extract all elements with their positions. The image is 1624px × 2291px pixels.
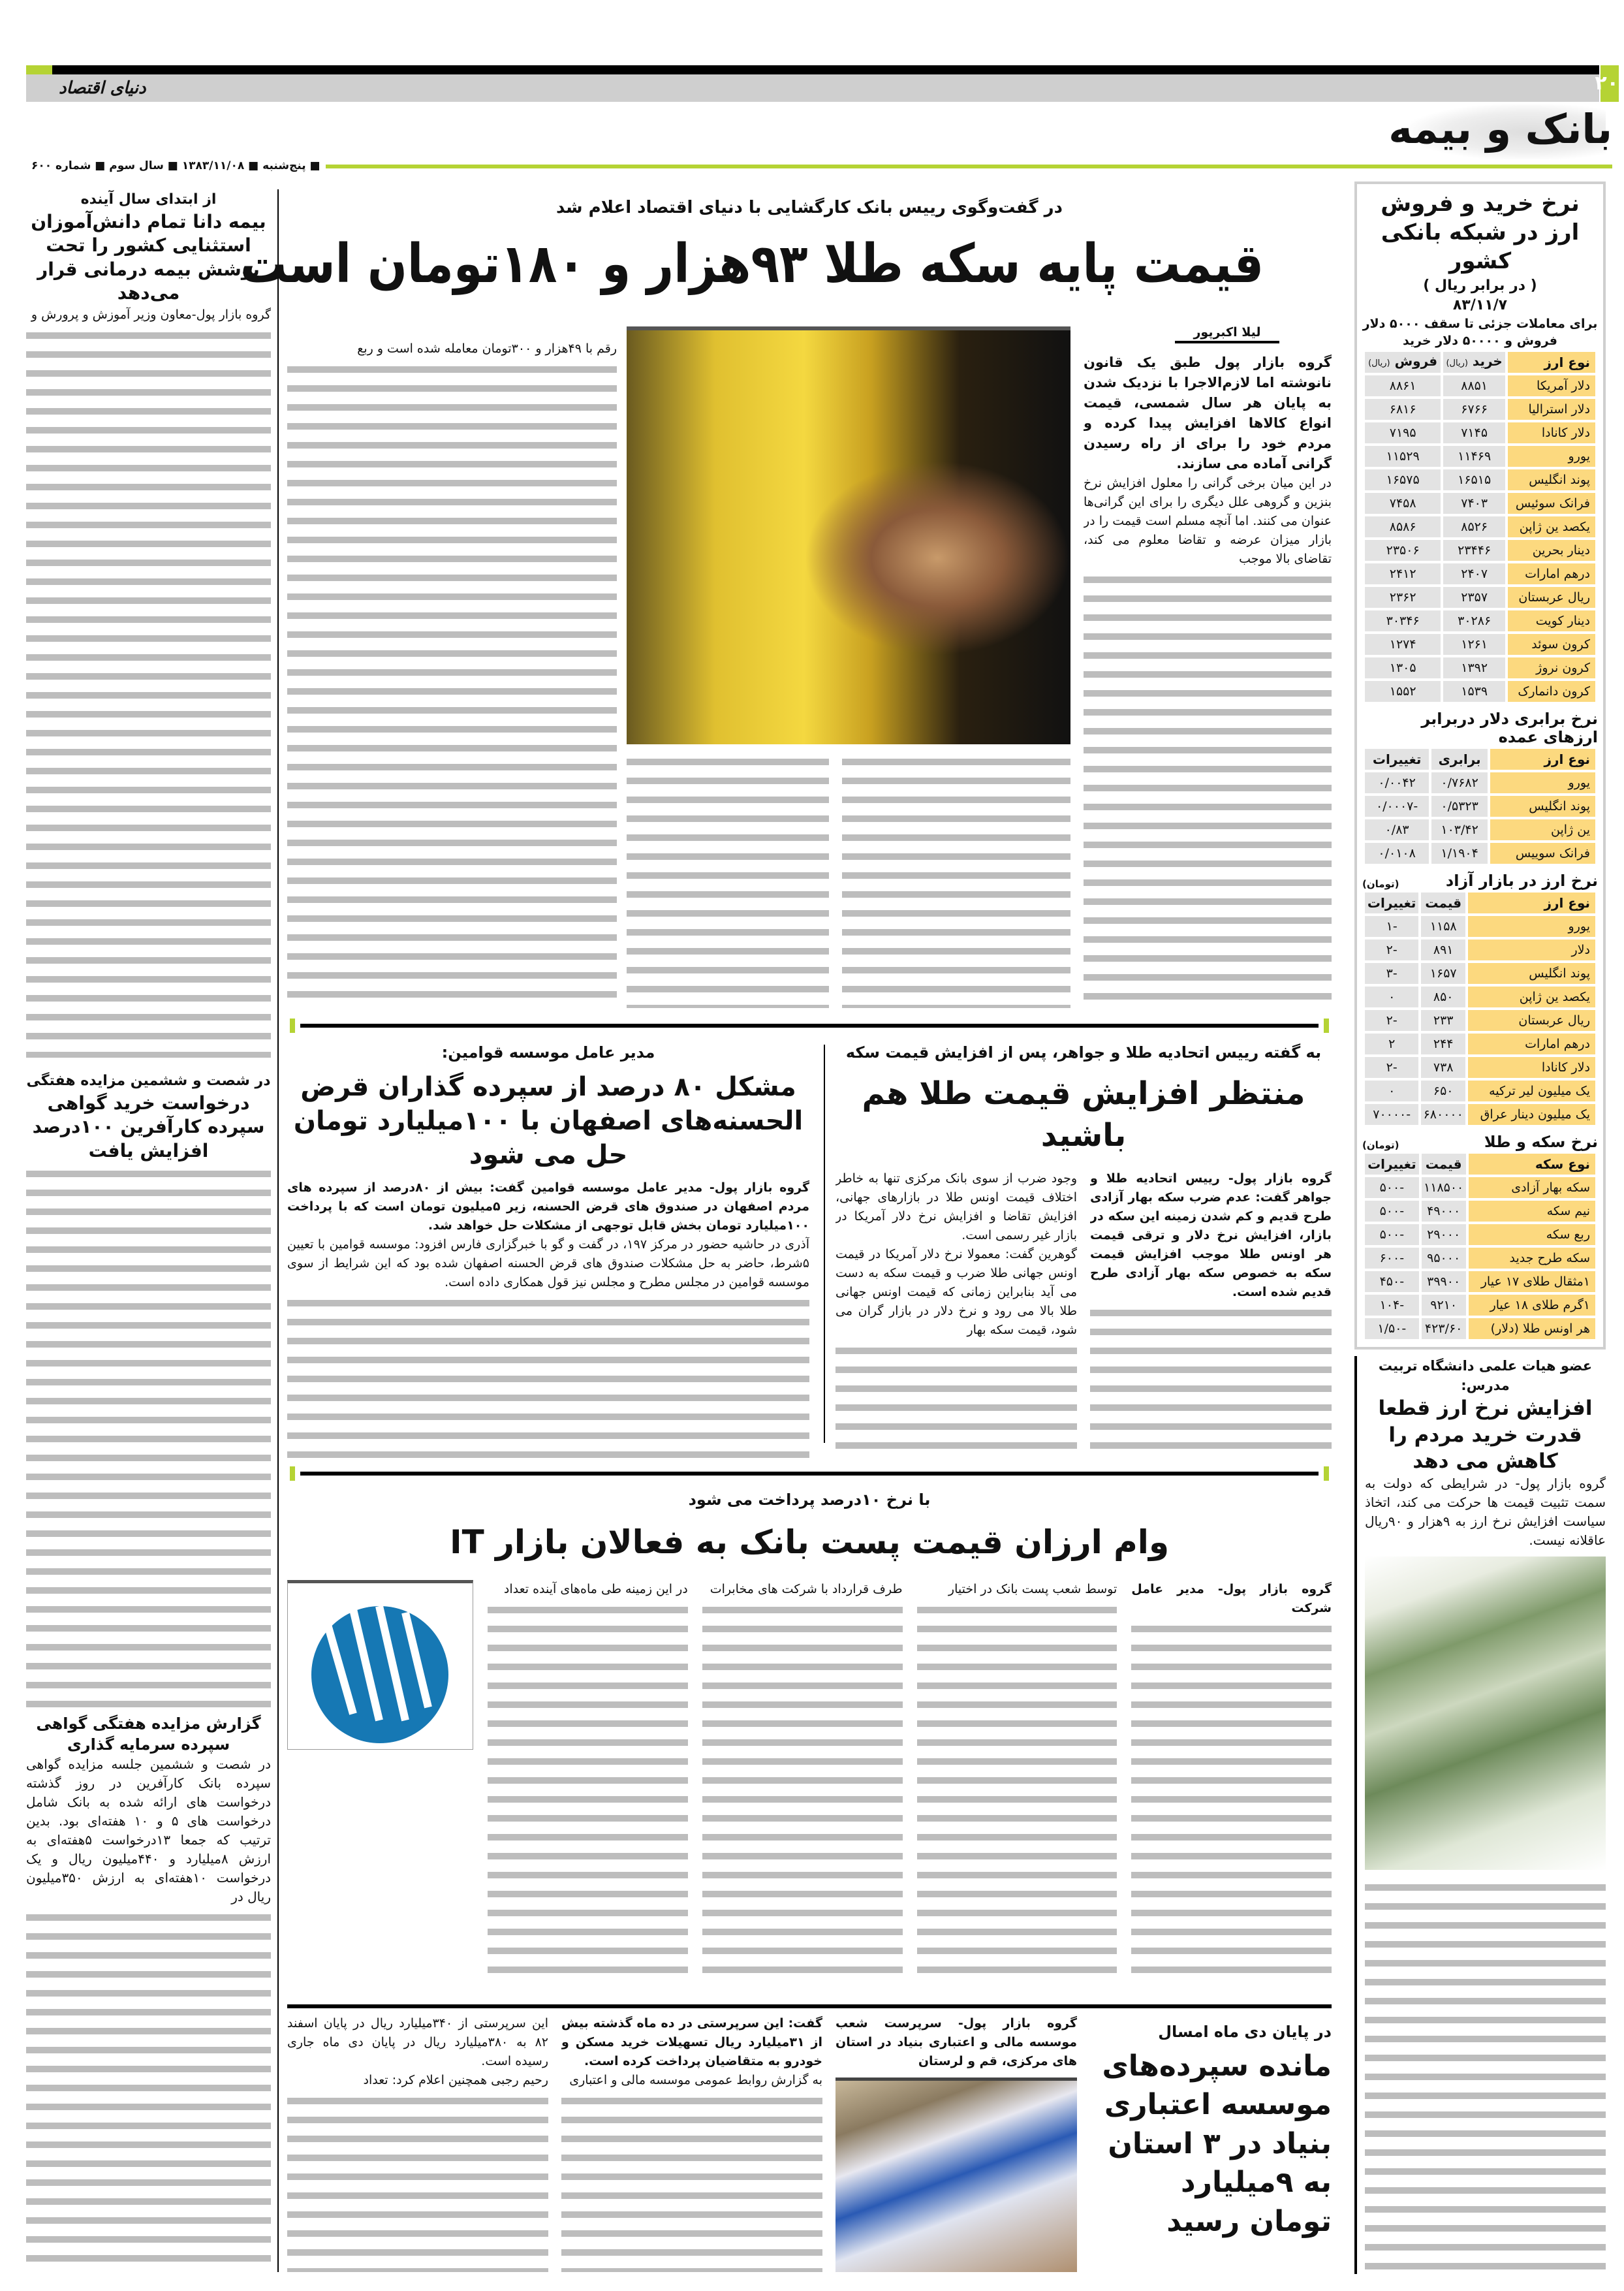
- row-value: ۲۴۱۲: [1365, 563, 1441, 584]
- article-kicker: از ابتدای سال آینده: [80, 191, 217, 208]
- row-label: کرون نروژ: [1508, 657, 1595, 678]
- table-row: [1365, 446, 1595, 467]
- row-label: پوند انگلیس: [1508, 469, 1595, 490]
- article-body-text: [1084, 571, 1332, 1005]
- article-body-text: [702, 1602, 903, 1985]
- row-value: ۲۴۰۷: [1443, 563, 1505, 584]
- row-label: دینار کویت: [1508, 610, 1595, 631]
- row-label: ریال عربستان: [1468, 1010, 1595, 1031]
- section-rule: [300, 1472, 1319, 1476]
- article-lead: گروه بازار پول- مدیر عامل موسسه قوامین گفت: بیش از ۸۰درصد از سپرده های مردم اصفهان در صندوق های قرض الحسنه، زیر ۵میلیون تومان است که با پرداخت ۱۰۰میلیارد تومان بخش قابل توجهی از مشکلات حل خواهد شد.: [287, 1180, 809, 1233]
- row-value: -۲: [1365, 1057, 1418, 1078]
- article-body-text: [1365, 1879, 1606, 2274]
- article-body: گروه بازار پول- مدیر عامل شرکت: [1131, 1582, 1332, 1615]
- row-value: ۶۸۰۰۰۰: [1421, 1104, 1465, 1125]
- article-headline: وام ارزان قیمت پست بانک به فعالان بازار IT: [449, 1523, 1170, 1561]
- table-row: [1365, 940, 1595, 960]
- col-header: نوع ارز: [1490, 749, 1595, 770]
- article-insurance: [26, 189, 271, 1058]
- article-body: وجود ضرب از سوی بانک مرکزی تنها به خاطر اختلاف قیمت اونس طلا در بازارهای جهانی، افزایش تقاضا و افزایش نرخ دلار آمریکا در بازار غیر رسمی است.: [835, 1171, 1077, 1242]
- table-row: [1365, 1318, 1595, 1339]
- rates-table: [1362, 349, 1598, 704]
- col-header: خرید (ریال): [1443, 352, 1505, 373]
- article-gold: [835, 1041, 1332, 1459]
- row-value: ۴۲۳/۶۰: [1422, 1318, 1466, 1339]
- article-lead: گروه بازار پول- رییس اتحادیه طلا و جواهر گفت: عدم ضرب سکه بهار آزادی طرح قدیم و کم شدن زمینه این سکه در بازار، افزایش نرخ دلار و ترقی قیمت هر اونس طلا موجب افزایش قیمت سکه به خصوص سکه بهار آزادی طرح قدیم شده است.: [1090, 1171, 1332, 1299]
- column-divider: [824, 1045, 825, 1443]
- row-value: -۷۰۰۰۰: [1365, 1104, 1418, 1125]
- article-body-text: [26, 1909, 271, 2272]
- article-body: در این زمینه طی ماه‌های آینده تعداد: [503, 1582, 688, 1596]
- row-value: ۸۸۶۱: [1365, 375, 1441, 396]
- article-body: آذری در حاشیه حضور در مرکز ۱۹۷، در گفت و گو با خبرگزاری فارس افزود: موسسه قوامین با تعیین ۵شرط، حاضر به حل مشکلات صندوق های قرض الحسنه اصفهان شده بود که این شرایط از سوی موسسه قوامین در مجلس مطرح و مجلس نیز قول همکاری داده است.: [287, 1237, 809, 1289]
- row-label: کرون سوئد: [1508, 634, 1595, 655]
- row-label: دلار: [1468, 940, 1595, 960]
- row-value: ۶۵۰: [1421, 1081, 1465, 1101]
- article-kicker: با نرخ ۱۰درصد پرداخت می شود: [688, 1491, 931, 1509]
- row-value: ۱۰۳/۴۲: [1431, 819, 1488, 840]
- row-label: ۱مثقال طلای ۱۷ عیار: [1469, 1271, 1595, 1292]
- table-row: [1365, 1224, 1595, 1245]
- row-value: ۳۹۹۰۰: [1422, 1271, 1466, 1292]
- article-headline: مشکل ۸۰ درصد از سپرده گذاران قرض الحسنه‌های اصفهان با ۱۰۰میلیارد تومان حل می شود: [293, 1072, 804, 1170]
- row-value: -۱۰۴: [1365, 1295, 1419, 1316]
- article-body-text: [287, 2093, 548, 2272]
- row-label: دینار بحرین: [1508, 540, 1595, 561]
- table-row: [1365, 1034, 1595, 1054]
- col-header: قیمت: [1421, 893, 1465, 913]
- row-value: ۱۱۴۶۹: [1443, 446, 1505, 467]
- article-kicker: در پایان دی ماه امسال: [1158, 2023, 1332, 2041]
- article-headline: مانده سپرده‌های موسسه اعتباری بنیاد در ۳ استان به ۹میلیارد تومان رسید: [1102, 2049, 1332, 2238]
- row-value: ۷۱۹۵: [1365, 422, 1441, 443]
- row-label: سکه بهار آزادی: [1469, 1177, 1595, 1198]
- row-value: ۱۱۵۸: [1421, 916, 1465, 937]
- article-body: توسط شعب پست بانک در اختیار: [948, 1582, 1117, 1596]
- free-market-title: نرخ ارز در بازار آزاد (تومان): [1362, 872, 1598, 891]
- table-row: [1365, 516, 1595, 537]
- header-band: [26, 74, 1599, 102]
- top-bar: [26, 65, 1599, 74]
- row-label: نیم سکه: [1469, 1201, 1595, 1222]
- article-body: طرف قرارداد با شرکت های مخابرات: [710, 1582, 903, 1596]
- row-value: ۱۶۵۷: [1421, 963, 1465, 984]
- row-value: ۹۲۱۰: [1422, 1295, 1466, 1316]
- row-value: ۹۵۰۰۰: [1422, 1248, 1466, 1269]
- row-value: -۰/۰۰۰۷: [1365, 796, 1429, 817]
- row-label: سکه طرح جدید: [1469, 1248, 1595, 1269]
- col-header: تغییرات: [1365, 749, 1429, 770]
- table-row: [1365, 610, 1595, 631]
- row-value: ۳۰۲۸۶: [1443, 610, 1505, 631]
- article-lead: گروه بازار پول- در شرایطی که دولت به سمت تثبیت قیمت ها حرکت می کند، اتخاذ سیاست افزایش نرخ ارز به ۹هزار و ۹۰ریال عاقلانه نیست.: [1365, 1476, 1606, 1549]
- table-row: [1365, 1271, 1595, 1292]
- table-row: [1365, 772, 1595, 793]
- article-body-text: [488, 1602, 688, 1985]
- table-row: [1365, 375, 1595, 396]
- article-body: به گزارش روابط عمومی موسسه مالی و اعتباری: [569, 2073, 822, 2087]
- parity-table: [1362, 746, 1598, 866]
- table-row: [1365, 469, 1595, 490]
- row-label: درهم امارات: [1468, 1034, 1595, 1054]
- dateline: ■ پنج‌شنبه ■ ۱۳۸۳/۱۱/۰۸ ■ سال سوم ■ شماره ۶۰۰: [26, 157, 326, 175]
- main-article-col1: [1084, 353, 1332, 1005]
- article-kicker: عضو هیات علمی دانشگاه تربیت مدرس:: [1378, 1358, 1593, 1394]
- col-header: برابری: [1431, 749, 1488, 770]
- row-value: ۳۰۳۴۶: [1365, 610, 1441, 631]
- bank-sign-photo: [835, 2078, 1077, 2272]
- parity-title: نرخ برابری دلار دربرابر ارزهای عمده: [1421, 710, 1598, 747]
- gold-shop-photo: [627, 326, 1070, 744]
- row-label: یک میلیون دینار عراق: [1468, 1104, 1595, 1125]
- article-body-text: [842, 753, 1070, 1008]
- col-header: نوع ارز: [1508, 352, 1595, 373]
- row-value: ۲۹۰۰۰: [1422, 1224, 1466, 1245]
- article-body: در این میان برخی گرانی را معلول افزایش نرخ بنزین و گروهی علل دیگری را برای این گرانی‌ها عنوان می کنند. اما آنچه مسلم است قیمت را در بازار میزان عرضه و تقاضا معلوم می کند، تقاضای بالا موجب: [1084, 476, 1332, 566]
- row-value: ۲۳۳: [1421, 1010, 1465, 1031]
- row-label: ین ژاپن: [1490, 819, 1595, 840]
- col-header: نوع سکه: [1469, 1154, 1595, 1175]
- row-value: -۵۰۰: [1365, 1177, 1419, 1198]
- table-row: [1365, 681, 1595, 702]
- row-value: ۲۳۵۷: [1443, 587, 1505, 608]
- article-currency: [1354, 1356, 1606, 2274]
- row-value: -۱: [1365, 916, 1418, 937]
- row-label: دلار کانادا: [1508, 422, 1595, 443]
- table-row: [1365, 1104, 1595, 1125]
- article-kicker: به گفته رییس اتحادیه طلا و جواهر، پس از افزایش قیمت سکه: [845, 1043, 1322, 1062]
- table-row: [1365, 493, 1595, 514]
- it-article-columns: [287, 1580, 1332, 1985]
- row-value: ۱۱۵۲۹: [1365, 446, 1441, 467]
- row-value: ۰: [1365, 987, 1418, 1007]
- table-row: [1365, 1295, 1595, 1316]
- row-value: -۲: [1365, 940, 1418, 960]
- bonyad-col2: [561, 2014, 822, 2272]
- row-value: ۱۳۹۲: [1443, 657, 1505, 678]
- row-value: ۸۹۱: [1421, 940, 1465, 960]
- row-value: ۱۵۵۲: [1365, 681, 1441, 702]
- article-body-text: [1131, 1620, 1332, 1985]
- row-value: ۰/۰۰۴۲: [1365, 772, 1429, 793]
- row-label: دلار استرالیا: [1508, 399, 1595, 420]
- rates-box: [1354, 182, 1606, 1350]
- article-body: این سرپرستی از ۳۴۰میلیارد ریال در پایان اسفند ۸۲ به ۳۸۰میلیارد ریال در پایان دی ماه جاری رسیده است.: [287, 2016, 548, 2068]
- row-value: -۶۰۰: [1365, 1248, 1419, 1269]
- row-label: هر اونس طلا (دلار): [1469, 1318, 1595, 1339]
- row-value: ۰/۰۱۰۸: [1365, 843, 1429, 864]
- gold-table: [1362, 1151, 1598, 1342]
- col-header: نوع ارز: [1468, 893, 1595, 913]
- row-label: یورو: [1508, 446, 1595, 467]
- banknotes-photo: [1365, 1556, 1606, 1870]
- article-subhead: گزارش مزایده هفتگی گواهی سپرده سرمایه گذاری: [36, 1714, 261, 1754]
- section-rule: [300, 1024, 1319, 1028]
- article-body: رقم با ۴۹هزار و ۳۰۰تومان معامله شده است و ربع: [357, 341, 617, 356]
- article-lead: گروه بازار پول-معاون وزیر آموزش و پرورش و: [31, 307, 271, 322]
- row-value: ۰/۷۶۸۲: [1431, 772, 1488, 793]
- row-value: ۲۳۶۲: [1365, 587, 1441, 608]
- row-value: ۰/۸۳: [1365, 819, 1429, 840]
- row-value: ۲۳۵۰۶: [1365, 540, 1441, 561]
- main-article-col3: [287, 340, 617, 1005]
- article-body: رحیم رجبی همچنین اعلام کرد: تعداد: [363, 2073, 548, 2087]
- row-label: کرون دانمارک: [1508, 681, 1595, 702]
- row-value: ۷۴۵۸: [1365, 493, 1441, 514]
- row-value: ۶۷۶۶: [1443, 399, 1505, 420]
- bonyad-col1: [835, 2014, 1077, 2272]
- row-value: -۵۰۰: [1365, 1224, 1419, 1245]
- row-value: ۸۵۸۶: [1365, 516, 1441, 537]
- bonyad-col3: [287, 2014, 548, 2272]
- article-headline: افزایش نرخ ارز قطعا قدرت خرید مردم را کاهش می دهد: [1378, 1397, 1593, 1474]
- row-label: پوند انگلیس: [1490, 796, 1595, 817]
- article-kicker: در شصت و ششمین مزایده هفتگی: [26, 1073, 271, 1089]
- page-number: ۲۰: [1601, 65, 1619, 102]
- main-headline: قیمت پایه سکه طلا ۹۳هزار و ۱۸۰تومان است: [240, 233, 1264, 295]
- row-label: پوند انگلیس: [1468, 963, 1595, 984]
- table-row: [1365, 563, 1595, 584]
- table-row: [1365, 587, 1595, 608]
- table-row: [1365, 843, 1595, 864]
- table-row: [1365, 1010, 1595, 1031]
- col-header: تغییرات: [1365, 893, 1418, 913]
- article-body-text: [627, 753, 829, 1008]
- article-body-text: [561, 2093, 822, 2272]
- right-column: [1354, 182, 1606, 2274]
- rates-date: ۸۳/۱۱/۷: [1452, 297, 1508, 314]
- row-label: فرانک سوئیس: [1508, 493, 1595, 514]
- row-value: ۰/۵۳۲۳: [1431, 796, 1488, 817]
- row-value: ۲۴۴: [1421, 1034, 1465, 1054]
- row-value: -۱/۵۰: [1365, 1318, 1419, 1339]
- table-row: [1365, 634, 1595, 655]
- table-row: [1365, 540, 1595, 561]
- article-lead: گروه بازار پول طبق یک قانون نانوشته اما لازم‌الاجرا با نزدیک شدن به پایان هر سال شمسی، قیمت انواع کالاها افزایش پیدا کرده و مردم خود را برای از راه رسیدن گرانی آماده می سازند.: [1084, 355, 1332, 471]
- row-value: ۱۶۵۷۵: [1365, 469, 1441, 490]
- table-row: [1365, 399, 1595, 420]
- article-headline: درخواست خرید گواهی سپرده کارآفرین ۱۰۰درصد افزایش یافت: [32, 1092, 265, 1161]
- table-row: [1365, 1057, 1595, 1078]
- row-value: ۷۱۴۵: [1443, 422, 1505, 443]
- col-header: فروش (ریال): [1365, 352, 1441, 373]
- table-row: [1365, 987, 1595, 1007]
- article-body: گوهرین گفت: معمولا نرخ دلار آمریکا در قیمت اونس جهانی طلا ضرب و قیمت سکه به دست می آید بنابراین زمانی که قیمت اونس جهانی طلا بالا می رود و نرخ دلار در بازار گران می شود، قیمت سکه بهار: [835, 1247, 1077, 1337]
- row-label: ریال عربستان: [1508, 587, 1595, 608]
- row-label: یک میلیون لیر ترکیه: [1468, 1081, 1595, 1101]
- article-body-text: [26, 327, 271, 1058]
- table-row: [1365, 1201, 1595, 1222]
- article-auction: [26, 1071, 271, 2272]
- article-body: در شصت و ششمین جلسه مزایده گواهی سپرده بانک کارآفرین در روز گذشته درخواست های ارائه شده به بانک شامل درخواست های ۵ و ۱۰ هفته‌ای بود. بدین ترتیب که جمعا ۱۳درخواست ۵هفته‌ای به ارزش ۸میلیارد و ۴۴۰میلیون ریال و یک درخواست ۱۰هفته‌ای به ارزش ۳۵۰میلیون ریال در: [26, 1756, 271, 1904]
- article-body-text: [835, 1342, 1077, 1459]
- row-value: ۷۳۸: [1421, 1057, 1465, 1078]
- article-lead: گروه بازار پول- سرپرست شعب موسسه مالی و اعتباری بنیاد در استان های مرکزی، قم و لرستان: [835, 2016, 1077, 2068]
- table-row: [1365, 1177, 1595, 1198]
- row-value: ۶۸۱۶: [1365, 399, 1441, 420]
- main-kicker: در گفت‌وگوی رییس بانک کارگشایی با دنیای اقتصاد اعلام شد: [556, 198, 1063, 217]
- article-body-text: [1090, 1304, 1332, 1459]
- row-label: یکصد ین ژاپن: [1468, 987, 1595, 1007]
- row-label: فرانک سوییس: [1490, 843, 1595, 864]
- article-bonyad: [1090, 2021, 1332, 2272]
- table-row: [1365, 657, 1595, 678]
- row-value: ۱۲۶۱: [1443, 634, 1505, 655]
- row-value: ۱۳۰۵: [1365, 657, 1441, 678]
- article-body-text: [287, 361, 617, 1005]
- section-title: بانک و بیمه: [1388, 105, 1612, 153]
- row-value: ۴۹۰۰۰: [1422, 1201, 1466, 1222]
- row-value: ۱۱۸۵۰۰: [1422, 1177, 1466, 1198]
- rates-title: نرخ خرید و فروش ارز در شبکه بانکی کشور: [1381, 191, 1580, 275]
- row-value: ۰: [1365, 1081, 1418, 1101]
- byline: لیلا اکبرپور: [1175, 324, 1279, 343]
- row-value: ۲: [1365, 1034, 1418, 1054]
- article-body-text: [287, 1295, 809, 1459]
- table-row: [1365, 819, 1595, 840]
- row-value: ۱۶۵۱۵: [1443, 469, 1505, 490]
- column-divider: [277, 189, 279, 2272]
- row-value: ۸۸۵۱: [1443, 375, 1505, 396]
- row-value: ۸۵۰: [1421, 987, 1465, 1007]
- row-label: دلار آمریکا: [1508, 375, 1595, 396]
- gold-title: نرخ سکه و طلا (تومان): [1362, 1133, 1598, 1152]
- row-label: دلار کانادا: [1468, 1057, 1595, 1078]
- row-label: درهم امارات: [1508, 563, 1595, 584]
- row-value: ۱/۱۹۰۴: [1431, 843, 1488, 864]
- row-value: ۷۴۰۳: [1443, 493, 1505, 514]
- article-body-text: [917, 1602, 1117, 1985]
- row-label: ربع سکه: [1469, 1224, 1595, 1245]
- table-row: [1365, 1081, 1595, 1101]
- article-headline: بیمه دانا تمام دانش‌آموزان استثنایی کشور را تحت پوشش بیمه درمانی قرار می‌دهد: [31, 211, 266, 304]
- row-label: یورو: [1490, 772, 1595, 793]
- free-market-table: [1362, 890, 1598, 1128]
- row-value: -۲: [1365, 1010, 1418, 1031]
- rates-note: برای معاملات جزئی تا سقف ۵۰۰۰ دلار فروش و ۵۰۰۰۰ دلار خرید: [1362, 317, 1598, 348]
- row-value: ۱۲۷۴: [1365, 634, 1441, 655]
- table-row: [1365, 916, 1595, 937]
- table-row: [1365, 963, 1595, 984]
- article-body: گفت: این سرپرستی در ده ماه گذشته بیش از ۳۱میلیارد ریال تسهیلات خرید مسکن و خودرو به متقاضیان پرداخت کرده است.: [561, 2016, 822, 2068]
- table-row: [1365, 796, 1595, 817]
- row-value: ۱۵۳۹: [1443, 681, 1505, 702]
- col-header: تغییرات: [1365, 1154, 1419, 1175]
- table-row: [1365, 422, 1595, 443]
- row-label: یکصد ین ژاپن: [1508, 516, 1595, 537]
- row-value: -۴۵۰: [1365, 1271, 1419, 1292]
- post-bank-logo: [287, 1580, 473, 1750]
- row-value: -۵۰۰: [1365, 1201, 1419, 1222]
- accent-block: [26, 65, 52, 74]
- article-body-text: [26, 1165, 271, 1710]
- article-qavamin: [287, 1041, 809, 1459]
- rates-subtitle: ( در برابر ریال ): [1423, 277, 1537, 294]
- table-row: [1365, 1248, 1595, 1269]
- row-value: ۸۵۲۶: [1443, 516, 1505, 537]
- row-value: ۲۳۴۴۶: [1443, 540, 1505, 561]
- article-headline: منتظر افزایش قیمت طلا هم باشید: [862, 1075, 1305, 1154]
- col-header: قیمت: [1422, 1154, 1466, 1175]
- row-label: یورو: [1468, 916, 1595, 937]
- row-value: -۳: [1365, 963, 1418, 984]
- article-kicker: مدیر عامل موسسه قوامین:: [441, 1043, 655, 1062]
- row-label: ۱گرم طلای ۱۸ عیار: [1469, 1295, 1595, 1316]
- newspaper-logo: دنیای اقتصاد: [59, 78, 146, 98]
